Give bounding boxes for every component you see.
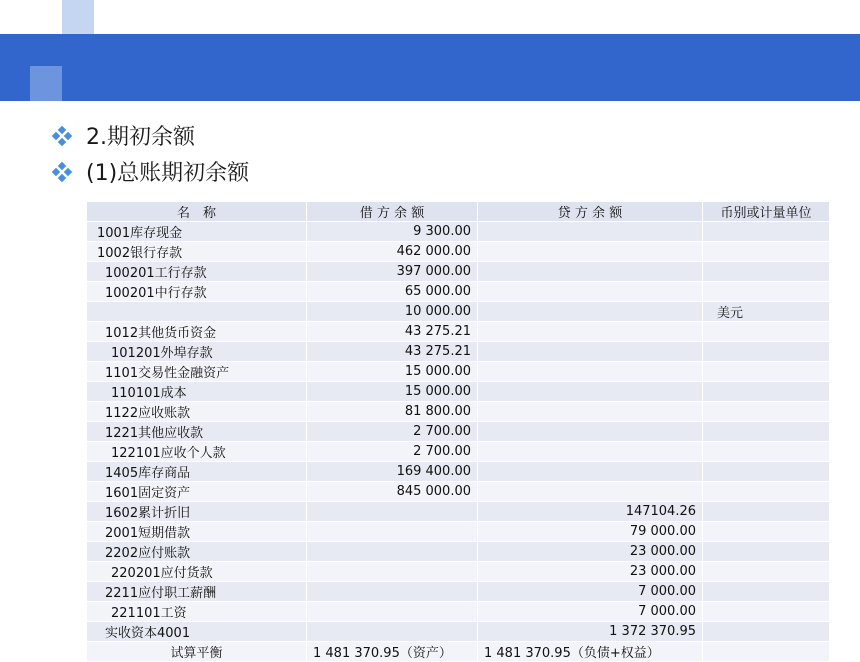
debit-cell: 169 400.00 [307,462,478,482]
debit-cell [307,582,478,602]
total-label-cell: 试算平衡 [87,642,307,662]
table-row [87,562,830,582]
unit-cell [703,422,830,442]
unit-cell [703,542,830,562]
credit-cell [478,362,703,382]
table-row [87,342,830,362]
unit-cell [703,582,830,602]
table-row [87,482,830,502]
credit-cell [478,302,703,322]
unit-cell: 美元 [703,302,830,322]
credit-cell [478,222,703,242]
column-header: 贷 方 余 额 [478,202,703,222]
unit-cell [703,222,830,242]
table-header-row [87,202,830,222]
unit-cell [703,502,830,522]
debit-cell: 462 000.00 [307,242,478,262]
account-name-cell: 1002银行存款 [87,242,307,262]
account-name-cell: 1221其他应收款 [87,422,307,442]
credit-cell [478,462,703,482]
account-name-cell: 1101交易性金融资产 [87,362,307,382]
table-row [87,602,830,622]
opening-balance-table [86,201,830,662]
debit-cell: 81 800.00 [307,402,478,422]
table-row [87,582,830,602]
account-name-cell: 1122应收账款 [87,402,307,422]
credit-cell [478,482,703,502]
debit-cell: 15 000.00 [307,382,478,402]
credit-cell [478,342,703,362]
table-row [87,422,830,442]
debit-cell: 397 000.00 [307,262,478,282]
credit-cell [478,282,703,302]
credit-cell: 1 372 370.95 [478,622,703,642]
diamond-bullet-icon [52,162,72,182]
debit-cell: 10 000.00 [307,302,478,322]
account-name-cell: 1601固定资产 [87,482,307,502]
unit-cell [703,442,830,462]
unit-cell [703,522,830,542]
diamond-bullet-icon [52,126,72,146]
debit-cell [307,602,478,622]
unit-cell [703,482,830,502]
table-row [87,382,830,402]
credit-cell: 23 000.00 [478,562,703,582]
debit-cell [307,562,478,582]
account-name-cell: 1405库存商品 [87,462,307,482]
unit-cell [703,622,830,642]
title-banner [0,34,860,101]
account-name-cell: 101201外埠存款 [87,342,307,362]
table-row [87,302,830,322]
column-header: 币别或计量单位 [703,202,830,222]
debit-cell [307,502,478,522]
credit-cell [478,422,703,442]
unit-cell [703,282,830,302]
account-name-cell: 1012其他货币资金 [87,322,307,342]
table-row [87,242,830,262]
bullet-text: (1)总账期初余额 [86,161,250,186]
table-row [87,362,830,382]
credit-cell [478,442,703,462]
credit-cell: 147104.26 [478,502,703,522]
table-row [87,622,830,642]
account-name-cell: 2211应付职工薪酬 [87,582,307,602]
table-row [87,402,830,422]
bullet-text: 2.期初余额 [86,125,195,150]
debit-cell: 845 000.00 [307,482,478,502]
credit-cell [478,402,703,422]
unit-cell [703,402,830,422]
debit-cell: 65 000.00 [307,282,478,302]
credit-cell [478,322,703,342]
credit-cell: 7 000.00 [478,602,703,622]
bullet-item [52,120,195,151]
debit-cell: 2 700.00 [307,442,478,462]
credit-cell: 7 000.00 [478,582,703,602]
table-row [87,262,830,282]
account-name-cell: 220201应付货款 [87,562,307,582]
unit-cell [703,562,830,582]
debit-cell: 43 275.21 [307,322,478,342]
account-name-cell: 2001短期借款 [87,522,307,542]
credit-cell [478,382,703,402]
debit-cell: 2 700.00 [307,422,478,442]
decor-square [62,0,94,34]
debit-cell: 9 300.00 [307,222,478,242]
bullet-item [52,156,249,187]
account-name-cell: 122101应收个人款 [87,442,307,462]
unit-cell [703,322,830,342]
decor-square [30,66,62,101]
unit-cell [703,262,830,282]
account-name-cell: 1602累计折旧 [87,502,307,522]
account-name-cell: 2202应付账款 [87,542,307,562]
unit-cell [703,362,830,382]
credit-cell [478,262,703,282]
account-name-cell: 100201中行存款 [87,282,307,302]
unit-cell [703,602,830,622]
table-row [87,322,830,342]
account-name-cell [87,302,307,322]
unit-cell [703,462,830,482]
table-row [87,522,830,542]
debit-cell: 43 275.21 [307,342,478,362]
account-name-cell: 110101成本 [87,382,307,402]
table-row [87,442,830,462]
account-name-cell: 1001库存现金 [87,222,307,242]
debit-cell [307,622,478,642]
account-name-cell: 实收资本4001 [87,622,307,642]
table-row [87,222,830,242]
table-row [87,462,830,482]
debit-cell [307,522,478,542]
debit-cell [307,542,478,562]
unit-cell [703,242,830,262]
account-name-cell: 100201工行存款 [87,262,307,282]
total-credit-cell: 1 481 370.95（负债+权益） [478,642,703,662]
unit-cell [703,382,830,402]
column-header: 借 方 余 额 [307,202,478,222]
debit-cell: 15 000.00 [307,362,478,382]
credit-cell: 23 000.00 [478,542,703,562]
table-row [87,282,830,302]
column-header: 名 称 [87,202,307,222]
unit-cell [703,342,830,362]
account-name-cell: 221101工资 [87,602,307,622]
table-row [87,542,830,562]
table-row [87,502,830,522]
credit-cell [478,242,703,262]
credit-cell: 79 000.00 [478,522,703,542]
total-debit-cell: 1 481 370.95（资产） [307,642,478,662]
